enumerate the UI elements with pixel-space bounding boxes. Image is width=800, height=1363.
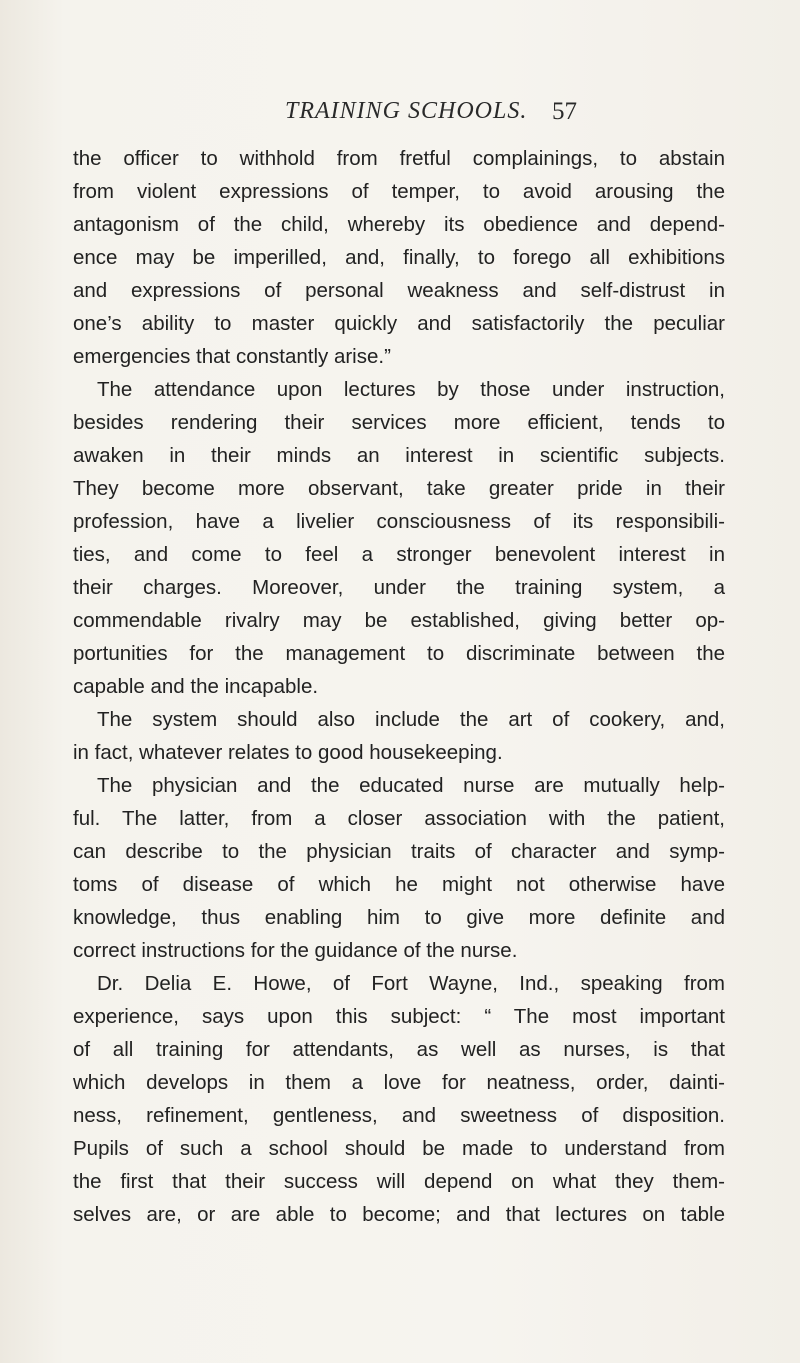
text-line: of all training for attendants, as well as nurses, is that (73, 1038, 725, 1061)
text-line: ful. The latter, from a closer association with the patient, (73, 807, 725, 830)
text-line: besides rendering their services more efficient, tends to (73, 411, 725, 434)
text-line: ness, refinement, gentleness, and sweetness of disposition. (73, 1104, 725, 1127)
text-line: which develops in them a love for neatness, order, dainti- (73, 1071, 725, 1094)
body-text (73, 142, 725, 1231)
text-line: selves are, or are able to become; and that lectures on table (73, 1203, 725, 1226)
text-line: capable and the incapable. (73, 675, 319, 698)
running-head (0, 98, 800, 138)
text-line: in fact, whatever relates to good housekeeping. (73, 741, 503, 764)
text-line: can describe to the physician traits of character and symp- (73, 840, 725, 863)
text-line: awaken in their minds an interest in scientific subjects. (73, 444, 725, 467)
text-line: The physician and the educated nurse are mutually help- (97, 774, 725, 797)
text-line: antagonism of the child, whereby its obedience and depend- (73, 213, 725, 236)
text-line: their charges. Moreover, under the training system, a (73, 576, 725, 599)
text-line: Pupils of such a school should be made to understand from (73, 1137, 725, 1160)
text-line: profession, have a livelier consciousness of its responsibili- (73, 510, 725, 533)
page-number: 57 (552, 98, 577, 125)
text-line: one’s ability to master quickly and satisfactorily the peculiar (73, 312, 725, 335)
text-line: ties, and come to feel a stronger benevolent interest in (73, 543, 725, 566)
text-line: the first that their success will depend on what they them- (73, 1170, 725, 1193)
text-line: The attendance upon lectures by those under instruction, (97, 378, 725, 401)
text-line: knowledge, thus enabling him to give more definite and (73, 906, 725, 929)
text-line: They become more observant, take greater pride in their (73, 477, 725, 500)
running-title: TRAINING SCHOOLS. (285, 98, 528, 124)
text-line: experience, says upon this subject: “ The most important (73, 1005, 725, 1028)
text-line: ence may be imperilled, and, finally, to forego all exhibitions (73, 246, 725, 269)
text-line: from violent expressions of temper, to avoid arousing the (73, 180, 725, 203)
text-line: emergencies that constantly arise.” (73, 345, 391, 368)
text-line: and expressions of personal weakness and self-distrust in (73, 279, 725, 302)
text-line: correct instructions for the guidance of the nurse. (73, 939, 518, 962)
text-line: The system should also include the art of cookery, and, (97, 708, 725, 731)
text-line: toms of disease of which he might not otherwise have (73, 873, 725, 896)
text-line: portunities for the management to discriminate between the (73, 642, 725, 665)
text-line: the officer to withhold from fretful complainings, to abstain (73, 147, 725, 170)
text-line: Dr. Delia E. Howe, of Fort Wayne, Ind., speaking from (97, 972, 725, 995)
text-line: commendable rivalry may be established, giving better op- (73, 609, 725, 632)
